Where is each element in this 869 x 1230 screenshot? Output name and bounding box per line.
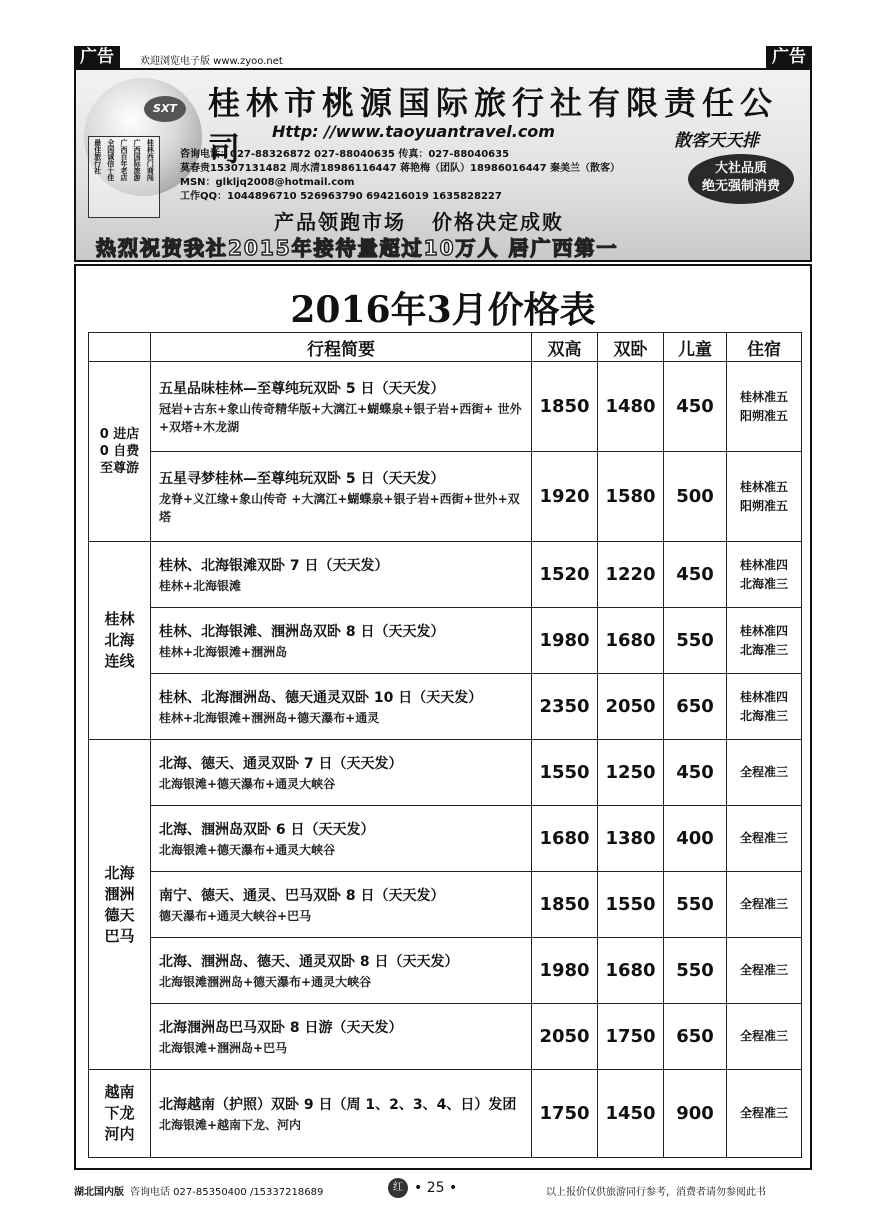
site-link[interactable]: 欢迎浏览电子版 www.zyoo.net <box>140 56 283 67</box>
price-list-section <box>74 264 812 1170</box>
hotel-level: 桂林准四 北海准三 <box>727 542 802 608</box>
table-row <box>89 872 802 938</box>
category-cell: 0 进店 0 自费 至尊游 <box>89 362 151 542</box>
double-high-price: 1550 <box>532 740 598 806</box>
page-badge-icon: 红 <box>388 1178 408 1198</box>
header-double-high: 双高 <box>532 333 598 362</box>
price-table-title: 2016年3月价格表 <box>290 289 596 331</box>
table-row <box>89 608 802 674</box>
route-title: 桂林、北海涠洲岛、德天通灵双卧 10 日（天天发） <box>159 689 483 706</box>
double-sleeper-price: 1250 <box>598 740 664 806</box>
double-high-price: 1980 <box>532 938 598 1004</box>
badge-line-2: 绝无强制消费 <box>701 179 780 194</box>
child-price: 400 <box>664 806 727 872</box>
tagline <box>274 206 590 235</box>
route-cell <box>151 872 532 938</box>
header-route: 行程简要 <box>151 333 532 362</box>
hotel-level: 全程准三 <box>727 1070 802 1158</box>
hotel-level: 桂林准四 北海准三 <box>727 608 802 674</box>
table-row <box>89 806 802 872</box>
route-title: 桂林、北海银滩、涠洲岛双卧 8 日（天天发） <box>159 623 445 640</box>
hotel-level: 全程准三 <box>727 872 802 938</box>
ad-label-right: 广告 <box>766 46 812 68</box>
table-row <box>89 452 802 542</box>
route-cell <box>151 362 532 452</box>
route-cell <box>151 806 532 872</box>
header-double-sleeper: 双卧 <box>598 333 664 362</box>
double-high-price: 1920 <box>532 452 598 542</box>
contact-people: 莫春贵15307131482 周水清18986116447 蒋艳梅（团队）18986016447 秦美兰（散客） <box>180 163 621 174</box>
double-high-price: 2350 <box>532 674 598 740</box>
table-row <box>89 740 802 806</box>
category-cell: 桂林 北海 连线 <box>89 542 151 740</box>
honor-col: 桂林西门商闯 <box>146 139 155 181</box>
honor-col: 全国诚信十佳 <box>106 139 115 181</box>
category-cell: 北海 涠洲 德天 巴马 <box>89 740 151 1070</box>
hotel-level: 全程准三 <box>727 740 802 806</box>
route-title: 南宁、德天、通灵、巴马双卧 8 日（天天发） <box>159 887 445 904</box>
ad-label-left: 广告 <box>74 46 120 68</box>
honor-titles <box>88 136 160 218</box>
table-row <box>89 542 802 608</box>
double-high-price: 1750 <box>532 1070 598 1158</box>
header-child: 儿童 <box>664 333 727 362</box>
double-sleeper-price: 1550 <box>598 872 664 938</box>
page-number-block <box>388 1178 457 1198</box>
child-price: 650 <box>664 674 727 740</box>
double-high-price: 1980 <box>532 608 598 674</box>
table-row <box>89 938 802 1004</box>
category-cell: 越南 下龙 河内 <box>89 1070 151 1158</box>
route-cell <box>151 740 532 806</box>
route-stops: 龙脊+义江缘+象山传奇 +大漓江+蝴蝶泉+银子岩+西街+世外+双塔 <box>159 491 520 524</box>
badge-line-1: 大社品质 <box>714 161 767 176</box>
company-url[interactable]: Http: //www.taoyuantravel.com <box>272 122 555 141</box>
child-price: 450 <box>664 740 727 806</box>
edition-label: 湖北国内版 <box>74 1187 124 1198</box>
route-stops: 北海银滩+涠洲岛+巴马 <box>159 1040 288 1055</box>
table-row <box>89 1004 802 1070</box>
double-sleeper-price: 1380 <box>598 806 664 872</box>
double-high-price: 1850 <box>532 872 598 938</box>
company-name: 桂林市桃源国际旅行社有限责任公司 <box>208 84 779 168</box>
route-stops: 桂林+北海银滩 <box>159 578 242 593</box>
double-high-price: 1850 <box>532 362 598 452</box>
footer-left <box>74 1183 323 1198</box>
route-cell <box>151 608 532 674</box>
honor-col: 最佳旅行社 <box>93 139 102 174</box>
route-title: 北海、涠洲岛、德天、通灵双卧 8 日（天天发） <box>159 953 459 970</box>
footer-disclaimer: 以上报价仅供旅游同行参考，消费者请勿参阅此书 <box>546 1187 766 1198</box>
travel-agency-ad <box>74 68 812 262</box>
contact-msn: MSN：glkljq2008@hotmail.com <box>180 177 355 188</box>
table-row <box>89 674 802 740</box>
route-title: 北海越南（护照）双卧 9 日（周 1、2、3、4、日）发团 <box>159 1096 517 1113</box>
route-stops: 德天瀑布+通灵大峡谷+巴马 <box>159 908 312 923</box>
child-price: 550 <box>664 938 727 1004</box>
child-price: 650 <box>664 1004 727 1070</box>
child-price: 450 <box>664 362 727 452</box>
route-stops: 北海银滩+德天瀑布+通灵大峡谷 <box>159 842 336 857</box>
honor-col: 广西百年老店 <box>119 139 128 181</box>
hotel-level: 全程准三 <box>727 938 802 1004</box>
honor-col: 广西国际旅游 <box>133 139 142 181</box>
contact-phone: 咨询电话：027-88326872 027-88040635 传真：027-88040635 <box>180 149 510 160</box>
hotel-level: 全程准三 <box>727 806 802 872</box>
price-table <box>88 332 802 1158</box>
table-row <box>89 1070 802 1158</box>
route-cell <box>151 674 532 740</box>
route-cell <box>151 542 532 608</box>
congrats-banner: 热烈祝贺我社2015年接待量超过10万人 居广西第一 <box>96 236 619 260</box>
double-sleeper-price: 1750 <box>598 1004 664 1070</box>
double-sleeper-price: 1220 <box>598 542 664 608</box>
double-sleeper-price: 1480 <box>598 362 664 452</box>
child-price: 500 <box>664 452 727 542</box>
double-high-price: 1680 <box>532 806 598 872</box>
double-sleeper-price: 2050 <box>598 674 664 740</box>
hotel-level: 全程准三 <box>727 1004 802 1070</box>
route-cell <box>151 938 532 1004</box>
double-sleeper-price: 1680 <box>598 608 664 674</box>
route-cell <box>151 1004 532 1070</box>
page-number: • 25 • <box>414 1180 458 1196</box>
slogan-daily: 散客天天排 <box>674 131 759 151</box>
contact-qq: 工作QQ：1044896710 526963790 694216019 1635828227 <box>180 191 502 202</box>
tagline-b: 价格决定成败 <box>432 210 564 234</box>
tagline-a: 产品领跑市场 <box>274 210 406 234</box>
logo-mark: SXT <box>144 96 186 122</box>
child-price: 900 <box>664 1070 727 1158</box>
header-hotel: 住宿 <box>727 333 802 362</box>
header-category <box>89 333 151 362</box>
double-high-price: 1520 <box>532 542 598 608</box>
quality-badge <box>688 154 794 204</box>
route-stops: 桂林+北海银滩+涠洲岛 <box>159 644 288 659</box>
route-title: 桂林、北海银滩双卧 7 日（天天发） <box>159 557 389 574</box>
double-sleeper-price: 1680 <box>598 938 664 1004</box>
child-price: 550 <box>664 872 727 938</box>
route-stops: 冠岩+古东+象山传奇精华版+大漓江+蝴蝶泉+银子岩+西街+ 世外+双塔+木龙湖 <box>159 401 522 434</box>
route-title: 五星品味桂林—至尊纯玩双卧 5 日（天天发） <box>159 380 445 397</box>
route-title: 五星寻梦桂林—至尊纯玩双卧 5 日（天天发） <box>159 470 445 487</box>
hotel-level: 桂林准五 阳朔准五 <box>727 362 802 452</box>
route-cell <box>151 1070 532 1158</box>
route-stops: 桂林+北海银滩+涠洲岛+德天瀑布+通灵 <box>159 710 380 725</box>
child-price: 450 <box>664 542 727 608</box>
hotel-level: 桂林准五 阳朔准五 <box>727 452 802 542</box>
route-title: 北海、涠洲岛双卧 6 日（天天发） <box>159 821 375 838</box>
route-cell <box>151 452 532 542</box>
footer-phone: 咨询电话 027-85350400 /15337218689 <box>130 1187 324 1198</box>
child-price: 550 <box>664 608 727 674</box>
route-stops: 北海银滩+德天瀑布+通灵大峡谷 <box>159 776 336 791</box>
table-header-row <box>89 333 802 362</box>
double-sleeper-price: 1580 <box>598 452 664 542</box>
hotel-level: 桂林准四 北海准三 <box>727 674 802 740</box>
route-title: 北海、德天、通灵双卧 7 日（天天发） <box>159 755 403 772</box>
route-stops: 北海银滩涠洲岛+德天瀑布+通灵大峡谷 <box>159 974 372 989</box>
route-title: 北海涠洲岛巴马双卧 8 日游（天天发） <box>159 1019 403 1036</box>
route-stops: 北海银滩+越南下龙、河内 <box>159 1117 302 1132</box>
table-row <box>89 362 802 452</box>
double-high-price: 2050 <box>532 1004 598 1070</box>
double-sleeper-price: 1450 <box>598 1070 664 1158</box>
